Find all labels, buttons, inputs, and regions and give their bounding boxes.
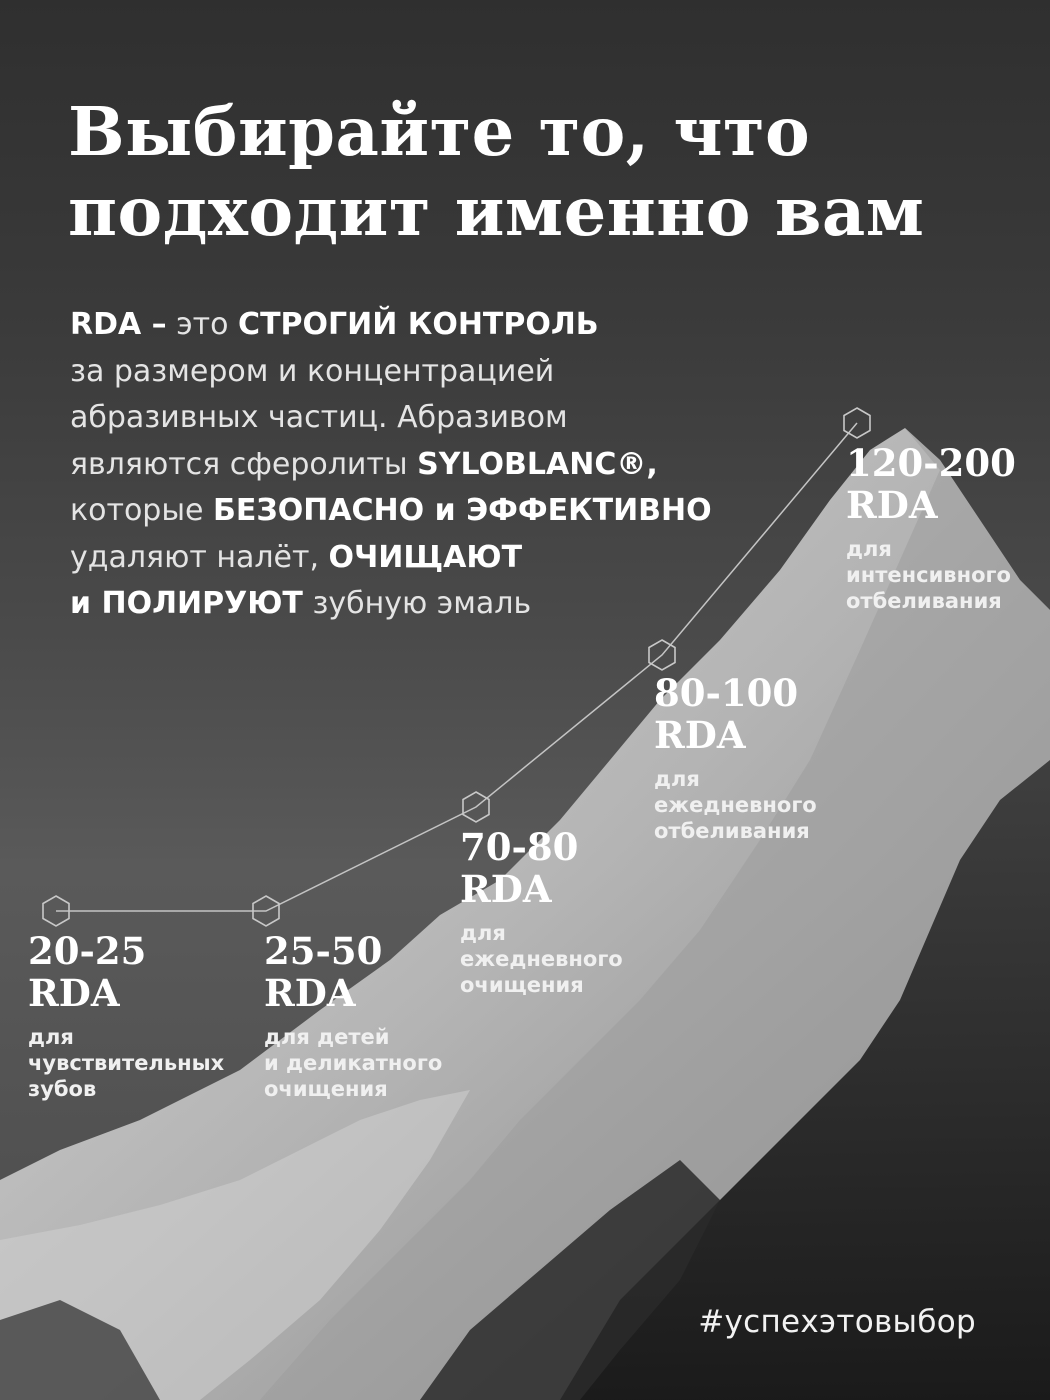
rda-level-80-100 [654,672,817,844]
intro-text: которые [70,493,214,528]
intro-line [70,535,790,582]
intro-text: зубную эмаль [302,586,532,621]
intro-bold: ОЧИЩАЮТ [328,539,523,575]
rda-unit: RDA [846,483,938,527]
intro-bold: и ПОЛИРУЮТ [70,586,303,621]
intro-bold: SYLOBLANC®, [417,446,658,482]
rda-description: для чувствительных зубов [28,1025,225,1101]
rda-level-25-50 [264,930,442,1102]
intro-paragraph [70,302,790,628]
intro-bold: СТРОГИЙ КОНТРОЛЬ [238,307,599,342]
hashtag: #успехэтовыбор [698,1304,976,1340]
rda-unit: RDA [654,713,746,757]
rda-value: 80-100 [654,671,799,715]
title-line-2: подходит именно вам [68,172,925,251]
rda-unit: RDA [28,971,120,1015]
rda-unit: RDA [264,971,356,1015]
intro-text: это [166,307,239,342]
title-line-1: Выбирайте то, что [68,92,811,171]
rda-unit: RDA [460,867,552,911]
rda-description: для ежедневного очищения [460,921,623,997]
rda-description: для ежедневного отбеливания [654,767,817,843]
intro-line: за размером и концентрацией [70,353,555,389]
rda-value: 120-200 [846,441,1016,485]
intro-bold: RDA – [70,307,167,342]
rda-level-70-80 [460,826,623,998]
intro-line: абразивных частиц. Абразивом [70,400,568,435]
rda-level-120-200 [846,442,1016,614]
rda-description: для интенсивного отбеливания [846,537,1011,613]
intro-line [70,442,790,489]
page-title [68,92,998,252]
rda-level-20-25 [28,930,224,1102]
intro-bold: БЕЗОПАСНО и ЭФФЕКТИВНО [213,493,712,528]
intro-line [70,488,790,535]
intro-line [70,302,790,349]
rda-description: для детей и деликатного очищения [264,1025,443,1101]
rda-value: 20-25 [28,929,147,973]
intro-text: удаляют налёт, [70,539,329,575]
intro-line [70,581,790,628]
intro-text: являются сферолиты [70,446,418,482]
rda-value: 70-80 [460,825,579,869]
rda-value: 25-50 [264,929,383,973]
